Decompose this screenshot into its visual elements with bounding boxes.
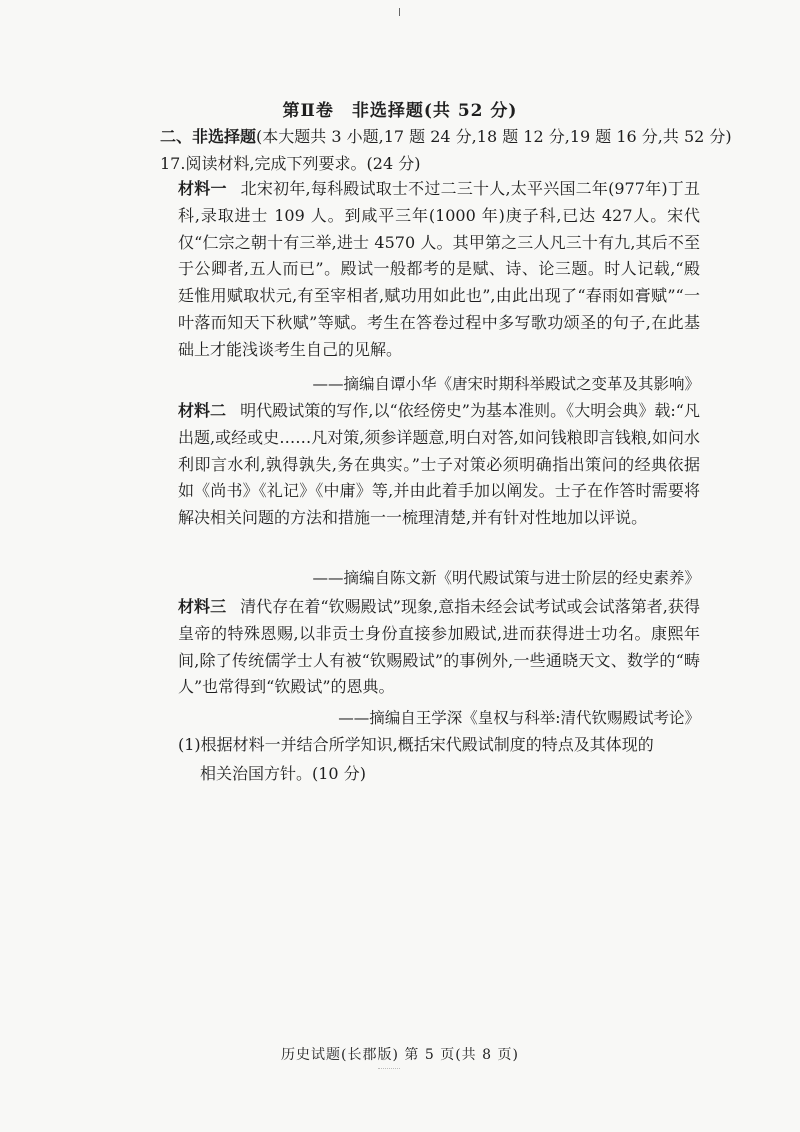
section-heading xyxy=(160,124,732,147)
material-1-label: 材料一 xyxy=(178,179,227,198)
material-3-source: ——摘编自王学深《皇权与科举:清代钦赐殿试考论》 xyxy=(338,709,700,727)
material-3 xyxy=(178,594,700,701)
material-2-source: ——摘编自陈文新《明代殿试策与进士阶层的经史素养》 xyxy=(312,569,700,587)
page-footer: 历史试题(长郡版) 第 5 页(共 8 页) xyxy=(281,1047,519,1063)
material-2-text: 明代殿试策的写作,以“依经傍史”为基本准则。《大明会典》载:“凡出题,或经或史……凡对策,须参详题意,明白对答,如问钱粮即言钱粮,如问水利即言水利,孰得孰失,务在典实。”士子对策必须明确指出策问的经典依据如《尚书》《礼记》《中庸》等,并由此着手加以阐发。士子在作答时需要将解决相关问题的方法和措施一一梳理清楚,并有针对性地加以评说。 xyxy=(178,401,700,528)
material-1-source: ——摘编自谭小华《唐宋时期科举殿试之变革及其影响》 xyxy=(312,375,700,393)
part-title: 第Ⅱ卷 非选择题(共 52 分) xyxy=(282,101,518,121)
subquestion-1 xyxy=(178,730,708,788)
top-tick-mark xyxy=(399,8,400,16)
scan-smudge xyxy=(378,1068,400,1073)
material-3-text: 清代存在着“钦赐殿试”现象,意指未经会试考试或会试落第者,获得皇帝的特殊恩赐,以非贡士身份直接参加殿试,进而获得进士功名。康熙年间,除了传统儒学士人有被“钦赐殿试”的事例外,一些通晓天文、数学的“畴人”也常得到“钦殿试”的恩典。 xyxy=(178,597,700,697)
subquestion-1-line-2: 相关治国方针。(10 分) xyxy=(200,764,366,783)
subquestion-1-line-1: (1)根据材料一并结合所学知识,概括宋代殿试制度的特点及其体现的 xyxy=(178,735,654,754)
material-1-text: 北宋初年,每科殿试取士不过二三十人,太平兴国二年(977年)丁丑科,录取进士 109 人。到咸平三年(1000 年)庚子科,已达 427人。宋代仅“仁宗之朝十有三举,进士 4570 人。其甲第之三人凡三十有九,其后不至于公卿者,五人而已”。殿试一般都考的是赋、诗、论三题。时人记载,“殿廷惟用赋取状元,有至宰相者,赋功用如此也”,由此出现了“春雨如膏赋”“一叶落而知天下秋赋”等赋。考生在答卷过程中多写歌功颂圣的句子,在此基础上才能浅谈考生自己的见解。 xyxy=(178,179,700,359)
material-1 xyxy=(178,176,700,364)
section-description: (本大题共 3 小题,17 题 24 分,18 题 12 分,19 题 16 分,共 52 分) xyxy=(256,127,732,146)
material-2 xyxy=(178,398,700,532)
section-label: 二、非选择题 xyxy=(160,127,257,146)
material-2-label: 材料二 xyxy=(178,401,227,420)
question-17-prompt: 17.阅读材料,完成下列要求。(24 分) xyxy=(160,154,421,173)
material-3-label: 材料三 xyxy=(178,597,227,616)
